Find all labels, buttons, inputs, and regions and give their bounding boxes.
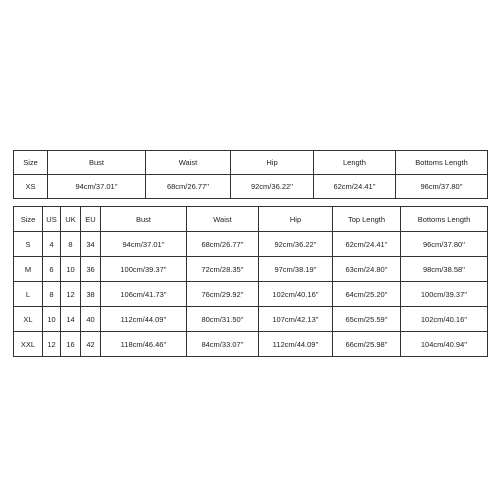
table-row [14, 282, 488, 307]
measurement-cell: 118cm/46.46'' [101, 332, 187, 357]
column-header: Size [14, 151, 48, 175]
measurement-cell: 112cm/44.09'' [259, 332, 333, 357]
measurement-cell: 40 [81, 307, 101, 332]
measurement-cell: 12 [61, 282, 81, 307]
column-header: US [43, 207, 61, 232]
column-header: EU [81, 207, 101, 232]
measurement-cell: 92cm/36.22'' [259, 232, 333, 257]
table-row [14, 175, 488, 199]
column-header: Bottoms Length [401, 207, 488, 232]
measurement-cell: 112cm/44.09'' [101, 307, 187, 332]
size-cell: M [14, 257, 43, 282]
measurement-cell: 97cm/38.19'' [259, 257, 333, 282]
header-row [14, 151, 488, 175]
column-header: Top Length [333, 207, 401, 232]
measurement-cell: 66cm/25.98'' [333, 332, 401, 357]
measurement-cell: 8 [43, 282, 61, 307]
measurement-cell: 65cm/25.59'' [333, 307, 401, 332]
column-header: Waist [187, 207, 259, 232]
measurement-cell: 76cm/29.92'' [187, 282, 259, 307]
measurement-cell: 38 [81, 282, 101, 307]
column-header: Hip [259, 207, 333, 232]
measurement-cell: 14 [61, 307, 81, 332]
measurement-cell: 63cm/24.80'' [333, 257, 401, 282]
measurement-cell: 106cm/41.73'' [101, 282, 187, 307]
measurement-cell: 10 [43, 307, 61, 332]
measurement-cell: 102cm/40.16'' [401, 307, 488, 332]
size-cell: XS [14, 175, 48, 199]
table-row [14, 332, 488, 357]
measurement-cell: 10 [61, 257, 81, 282]
measurement-cell: 64cm/25.20'' [333, 282, 401, 307]
size-cell: XL [14, 307, 43, 332]
measurement-cell: 100cm/39.37'' [101, 257, 187, 282]
column-header: Bust [48, 151, 146, 175]
measurement-cell: 102cm/40.16'' [259, 282, 333, 307]
column-header: Length [314, 151, 396, 175]
measurement-cell: 36 [81, 257, 101, 282]
size-cell: S [14, 232, 43, 257]
measurement-cell: 12 [43, 332, 61, 357]
measurement-cell: 72cm/28.35'' [187, 257, 259, 282]
column-header: Size [14, 207, 43, 232]
size-chart-table-1 [13, 150, 488, 199]
column-header: Bust [101, 207, 187, 232]
measurement-cell: 62cm/24.41'' [333, 232, 401, 257]
measurement-cell: 107cm/42.13'' [259, 307, 333, 332]
column-header: Hip [231, 151, 314, 175]
measurement-cell: 100cm/39.37'' [401, 282, 488, 307]
table-row [14, 307, 488, 332]
size-cell: XXL [14, 332, 43, 357]
measurement-cell: 80cm/31.50'' [187, 307, 259, 332]
measurement-cell: 98cm/38.58'' [401, 257, 488, 282]
header-row [14, 207, 488, 232]
measurement-cell: 104cm/40.94'' [401, 332, 488, 357]
measurement-cell: 96cm/37.80'' [396, 175, 488, 199]
measurement-cell: 94cm/37.01'' [101, 232, 187, 257]
measurement-cell: 94cm/37.01'' [48, 175, 146, 199]
measurement-cell: 68cm/26.77'' [187, 232, 259, 257]
size-chart-table-2 [13, 206, 488, 357]
column-header: UK [61, 207, 81, 232]
measurement-cell: 6 [43, 257, 61, 282]
table-row [14, 232, 488, 257]
measurement-cell: 62cm/24.41'' [314, 175, 396, 199]
column-header: Bottoms Length [396, 151, 488, 175]
measurement-cell: 16 [61, 332, 81, 357]
measurement-cell: 4 [43, 232, 61, 257]
measurement-cell: 96cm/37.80'' [401, 232, 488, 257]
size-cell: L [14, 282, 43, 307]
measurement-cell: 42 [81, 332, 101, 357]
measurement-cell: 68cm/26.77'' [146, 175, 231, 199]
column-header: Waist [146, 151, 231, 175]
measurement-cell: 84cm/33.07'' [187, 332, 259, 357]
measurement-cell: 92cm/36.22'' [231, 175, 314, 199]
measurement-cell: 8 [61, 232, 81, 257]
measurement-cell: 34 [81, 232, 101, 257]
table-row [14, 257, 488, 282]
